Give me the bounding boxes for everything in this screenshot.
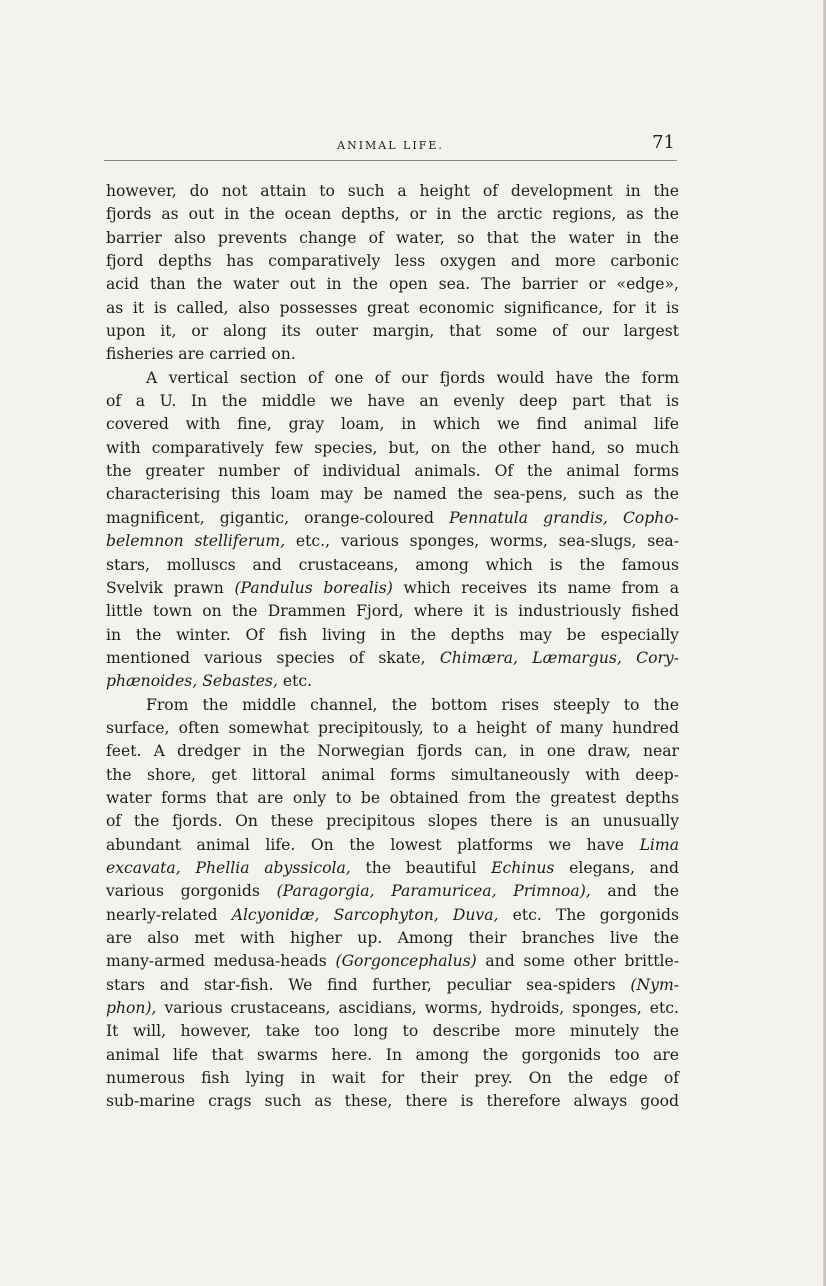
species-name: Paramuricea, bbox=[391, 882, 497, 901]
text-line: various gorgonids (Paragorgia, Paramuricea, Primnoa), and the bbox=[106, 882, 679, 901]
species-name: Phellia abyssicola, bbox=[195, 858, 351, 877]
text-line: nearly-related Alcyonidæ, Sarcophyton, Duva, etc. The gorgonids bbox=[106, 905, 679, 924]
species-name: Sarcophyton, bbox=[333, 905, 439, 924]
page-number: 71 bbox=[652, 132, 675, 153]
page-header bbox=[104, 128, 677, 158]
text-line: numerous fish lying in wait for their prey. On the edge of bbox=[106, 1069, 679, 1088]
species-name: (Paragorgia, bbox=[276, 882, 375, 901]
text-line: fisheries are carried on. bbox=[106, 345, 296, 364]
species-name: (Nym- bbox=[630, 975, 679, 994]
species-name: Chimæra, bbox=[439, 648, 518, 667]
text-line: of the fjords. On these precipitous slopes there is an unusually bbox=[106, 812, 679, 831]
text-line: many-armed medusa-heads (Gorgoncephalus) and some other brittle- bbox=[106, 952, 679, 971]
text-line: as it is called, also possesses great economic significance, for it is bbox=[106, 298, 679, 317]
text-line: surface, often somewhat precipitously, to a height of many hundred bbox=[106, 718, 679, 737]
species-name: Sebastes, bbox=[202, 672, 278, 691]
text-line: covered with fine, gray loam, in which we find animal life bbox=[106, 415, 679, 434]
text-line: water forms that are only to be obtained from the greatest depths bbox=[106, 788, 679, 807]
species-name: Pennatula grandis, bbox=[449, 508, 608, 527]
text-line: characterising this loam may be named the sea-pens, such as the bbox=[106, 485, 679, 504]
species-name: excavata, bbox=[106, 858, 181, 877]
text-line: little town on the Drammen Fjord, where it is industriously fished bbox=[106, 602, 679, 621]
body-text bbox=[106, 180, 679, 1114]
text-line: mentioned various species of skate, Chimæra, Læmargus, Cory- bbox=[106, 648, 679, 667]
text-line: stars and star-fish. We find further, peculiar sea-spiders (Nym- bbox=[106, 975, 679, 994]
text-line: the shore, get littoral animal forms simultaneously with deep- bbox=[106, 765, 679, 784]
text-line: phænoides, Sebastes, etc. bbox=[106, 672, 313, 691]
text-line: in the winter. Of fish living in the depths may be especially bbox=[106, 625, 679, 644]
species-name: Copho- bbox=[622, 508, 679, 527]
text-line: are also met with higher up. Among their branches live the bbox=[106, 929, 679, 947]
paragraph-start-line: A vertical section of one of our fjords would have the form bbox=[146, 368, 679, 387]
species-name: phænoides, bbox=[106, 672, 198, 691]
species-name: (Pandulus borealis) bbox=[234, 578, 393, 597]
text-line: magnificent, gigantic, orange-coloured Pennatula grandis, Copho- bbox=[106, 508, 679, 527]
text-line: phon), various crustaceans, ascidians, worms, hydroids, sponges, etc. bbox=[106, 999, 679, 1018]
text-line: Svelvik prawn (Pandulus borealis) which receives its name from a bbox=[106, 578, 679, 597]
text-line: however, do not attain to such a height of development in the bbox=[106, 182, 679, 200]
text-line: sub-marine crags such as these, there is therefore always good bbox=[106, 1092, 679, 1111]
text-line: stars, molluscs and crustaceans, among which is the famous bbox=[106, 555, 679, 574]
species-name: Duva, bbox=[452, 905, 499, 924]
text-line: acid than the water out in the open sea. The barrier or «edge», bbox=[106, 275, 679, 294]
text-line: belemnon stelliferum, etc., various sponges, worms, sea-slugs, sea- bbox=[106, 532, 679, 551]
text-line: feet. A dredger in the Norwegian fjords can, in one draw, near bbox=[106, 742, 679, 761]
text-line: fjords as out in the ocean depths, or in the arctic regions, as the bbox=[106, 205, 679, 224]
species-name: Primnoa), bbox=[513, 882, 591, 901]
species-name: Alcyonidæ, bbox=[231, 905, 320, 924]
species-name: belemnon stelliferum, bbox=[106, 532, 286, 551]
text-line: of a U. In the middle we have an evenly deep part that is bbox=[106, 392, 679, 411]
species-name: Echinus bbox=[491, 858, 555, 877]
species-name: Læmargus, bbox=[532, 648, 622, 667]
text-line: fjord depths has comparatively less oxygen and more carbonic bbox=[106, 252, 679, 271]
species-name: Cory- bbox=[636, 648, 679, 667]
text-line: excavata, Phellia abyssicola, the beautiful Echinus elegans, and bbox=[106, 858, 679, 877]
text-line: abundant animal life. On the lowest platforms we have Lima bbox=[106, 835, 679, 854]
text-line: It will, however, take too long to describe more minutely the bbox=[106, 1022, 679, 1041]
species-name: (Gorgoncephalus) bbox=[335, 952, 477, 971]
text-line: barrier also prevents change of water, so that the water in the bbox=[106, 228, 679, 247]
header-rule bbox=[104, 160, 677, 161]
species-name: phon), bbox=[106, 999, 157, 1018]
text-line: the greater number of individual animals. Of the animal forms bbox=[106, 462, 679, 481]
paragraph-start-line: From the middle channel, the bottom rises steeply to the bbox=[146, 695, 679, 714]
text-line: animal life that swarms here. In among the gorgonids too are bbox=[106, 1045, 679, 1064]
text-line: with comparatively few species, but, on the other hand, so much bbox=[106, 438, 679, 457]
running-head: ANIMAL LIFE. bbox=[337, 139, 444, 152]
species-name: Lima bbox=[639, 835, 679, 854]
text-line: upon it, or along its outer margin, that some of our largest bbox=[106, 322, 679, 341]
